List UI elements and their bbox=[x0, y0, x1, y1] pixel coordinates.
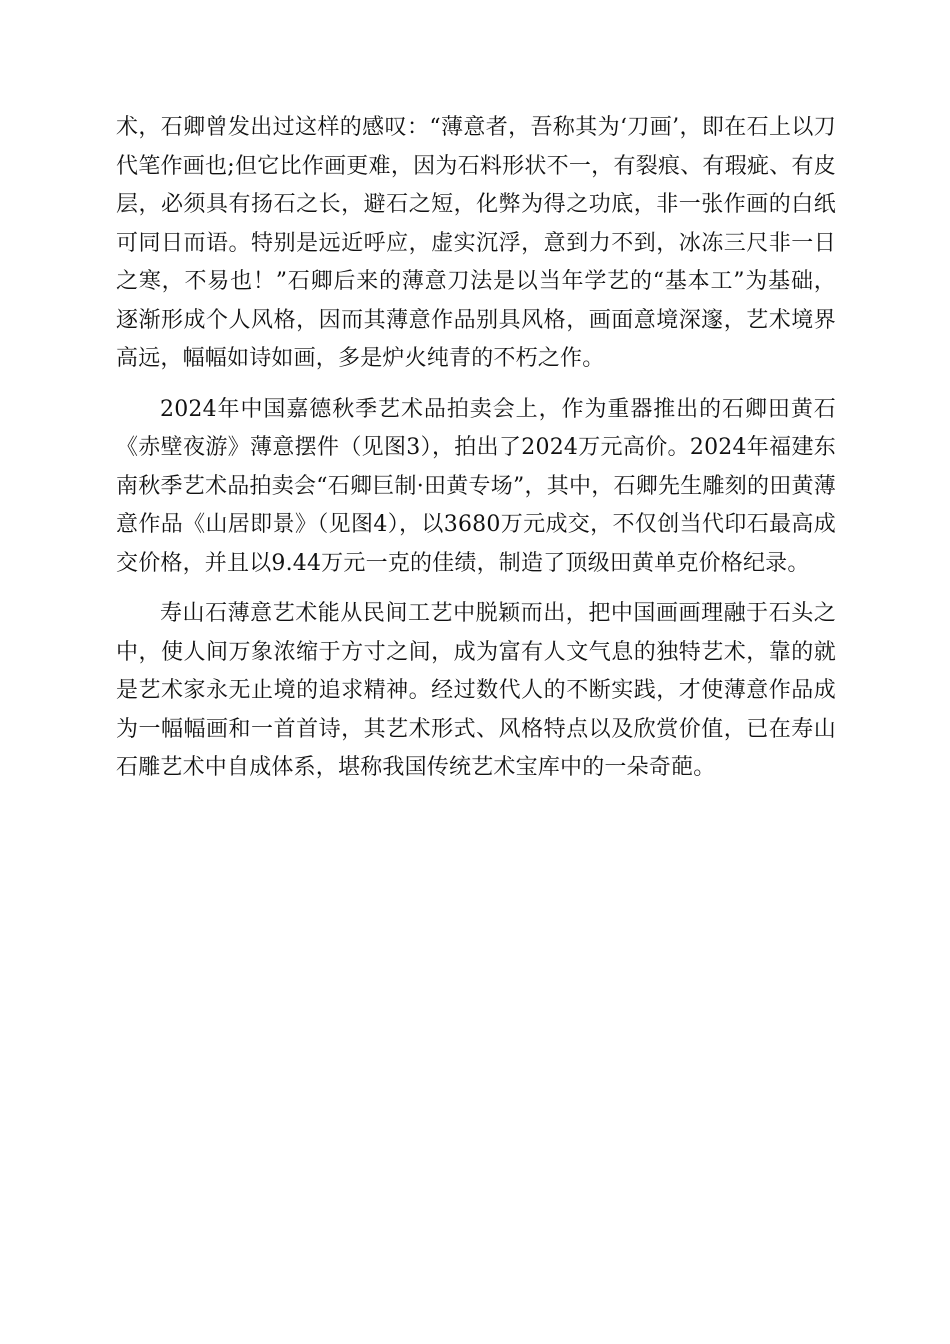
paragraph-1: 术，石卿曾发出过这样的感叹：“薄意者，吾称其为‘刀画’，即在石上以刀代笔作画也;但它比作画更难，因为石料形状不一，有裂痕、有瑕疵、有皮层，必须具有扬石之长，避石之短，化弊为得之功底，非一张作画的白纸可同日而语。特别是远近呼应，虚实沉浮，意到力不到，冰冻三尺非一日之寒，不易也！”石卿后来的薄意刀法是以当年学艺的“基本工”为基础，逐渐形成个人风格，因而其薄意作品别具风格，画面意境深邃，艺术境界高远，幅幅如诗如画，多是炉火纯青的不朽之作。 bbox=[116, 115, 836, 371]
document-body bbox=[116, 109, 836, 788]
paragraph-2: 2024年中国嘉德秋季艺术品拍卖会上，作为重器推出的石卿田黄石《赤壁夜游》薄意摆件（见图3），拍出了2024万元高价。2024年福建东南秋季艺术品拍卖会“石卿巨制·田黄专场”，其中，石卿先生雕刻的田黄薄意作品《山居即景》（见图4），以3680万元成交，不仅创当代印石最高成交价格，并且以9.44万元一克的佳绩，制造了顶级田黄单克价格纪录。 bbox=[116, 396, 836, 576]
paragraph-3: 寿山石薄意艺术能从民间工艺中脱颖而出，把中国画画理融于石头之中，使人间万象浓缩于方寸之间，成为富有人文气息的独特艺术，靠的就是艺术家永无止境的追求精神。经过数代人的不断实践，才使薄意作品成为一幅幅画和一首首诗，其艺术形式、风格特点以及欣赏价值，已在寿山石雕艺术中自成体系，堪称我国传统艺术宝库中的一朵奇葩。 bbox=[116, 601, 836, 780]
